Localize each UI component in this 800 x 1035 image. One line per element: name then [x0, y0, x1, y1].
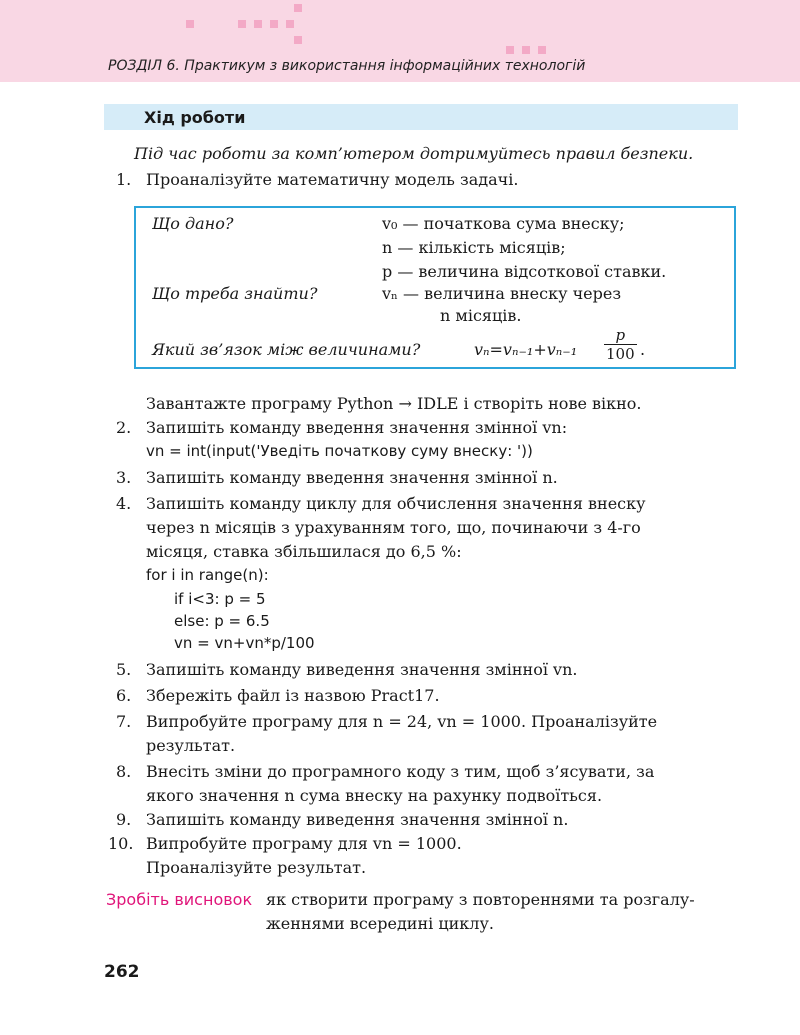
step-number: 4.: [116, 494, 132, 513]
step-number: 1.: [116, 170, 132, 189]
code-line: else: p = 6.5: [174, 612, 270, 630]
step-1-text: Проаналізуйте математичну модель задачі.: [146, 170, 519, 189]
code-line: vn = int(input('Уведіть початкову суму внеску: ')): [146, 442, 533, 460]
step-10b-text: Проаналізуйте результат.: [146, 858, 367, 877]
step-4-line-3: місяця, ставка збільшилася до 6,5 %:: [146, 542, 462, 561]
step-number: 5.: [116, 660, 132, 679]
formula: vₙ=vₙ₋₁+vₙ₋₁: [474, 340, 578, 359]
step-4-line-1: Запишіть команду циклу для обчислення значення внеску: [146, 494, 646, 513]
code-line: if i<3: p = 5: [174, 590, 266, 608]
find-label: Що треба знайти?: [152, 284, 318, 303]
given-label: Що дано?: [152, 214, 234, 233]
section-title: Хід роботи: [144, 108, 246, 127]
step-number: 7.: [116, 712, 132, 731]
step-number: 8.: [116, 762, 132, 781]
code-line: vn = vn+vn*p/100: [174, 634, 315, 652]
given-n: n — кількість місяців;: [382, 238, 566, 257]
conclusion-line-2: женнями всередині циклу.: [266, 914, 494, 933]
find-vn: vₙ — величина внеску через: [382, 284, 622, 303]
step-9-text: Запишіть команду виведення значення змінної n.: [146, 810, 569, 829]
formula-fraction: [604, 326, 637, 363]
relation-label: Який зв’язок між величинами?: [152, 340, 421, 359]
step-3-text: Запишіть команду введення значення змінної n.: [146, 468, 558, 487]
chapter-title: РОЗДІЛ 6. Практикум з використання інформаційних технологій: [108, 58, 586, 74]
step-number: 9.: [116, 810, 132, 829]
step-number: 6.: [116, 686, 132, 705]
step-number: 3.: [116, 468, 132, 487]
page-number: 262: [104, 962, 140, 982]
step-5-text: Запишіть команду виведення значення змінної vn.: [146, 660, 578, 679]
step-6-text: Збережіть файл із назвою Pract17.: [146, 686, 440, 705]
given-v0: v₀ — початкова сума внеску;: [382, 214, 625, 233]
fraction-numerator: p: [615, 326, 626, 344]
code-line: for i in range(n):: [146, 566, 269, 584]
step-10-text: Випробуйте програму для vn = 1000.: [146, 834, 462, 853]
formula-period: .: [640, 340, 646, 359]
step-1b-text: Завантажте програму Python → IDLE і створіть нове вікно.: [146, 394, 642, 413]
step-number: 10.: [108, 834, 134, 853]
safety-note: Під час роботи за комп’ютером дотримуйтесь правил безпеки.: [134, 144, 694, 163]
section-title-bar: [104, 104, 738, 130]
conclusion-line-1: як створити програму з повтореннями та розгалу-: [266, 890, 695, 909]
step-4-line-2: через n місяців з урахуванням того, що, починаючи з 4-го: [146, 518, 641, 537]
step-2-text: Запишіть команду введення значення змінної vn:: [146, 418, 568, 437]
conclusion-label: Зробіть висновок: [106, 890, 253, 909]
fraction-denominator: 100: [606, 345, 635, 363]
step-8-line-2: якого значення n сума внеску на рахунку подвоїться.: [146, 786, 603, 805]
find-vn-cont: n місяців.: [440, 306, 522, 325]
step-7-line-1: Випробуйте програму для n = 24, vn = 1000. Проаналізуйте: [146, 712, 658, 731]
given-p: p — величина відсоткової ставки.: [382, 262, 667, 281]
step-8-line-1: Внесіть зміни до програмного коду з тим, щоб з’ясувати, за: [146, 762, 655, 781]
step-7-line-2: результат.: [146, 736, 236, 755]
page-header: [0, 0, 800, 82]
step-number: 2.: [116, 418, 132, 437]
